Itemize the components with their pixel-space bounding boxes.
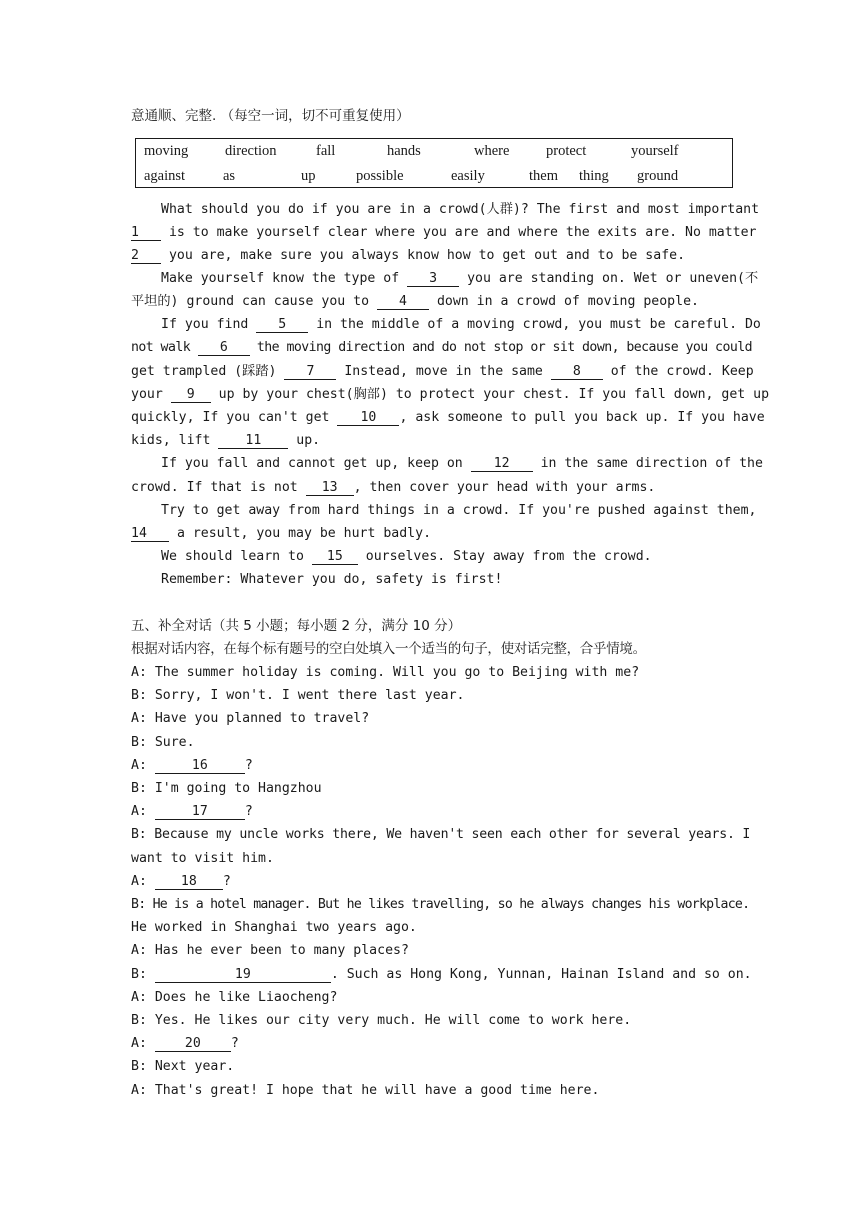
dialogue-text: ? xyxy=(230,1036,239,1051)
passage-text: crowd. If that is not xyxy=(131,480,306,495)
dialogue-line: B: I'm going to Hangzhou xyxy=(131,781,322,796)
dialogue-line: A: Has he ever been to many places? xyxy=(131,943,409,958)
blank-18: 18 xyxy=(155,875,223,890)
dialogue-line: B: Sure. xyxy=(131,735,195,750)
passage-line: Try to get away from hard things in a crowd. If you're pushed against them, xyxy=(161,503,757,518)
dialogue-line: He worked in Shanghai two years ago. xyxy=(131,920,417,935)
word-possible: possible xyxy=(356,168,404,184)
passage-line xyxy=(161,456,763,472)
dialogue-line: A: Have you planned to travel? xyxy=(131,711,370,726)
word-ground: ground xyxy=(637,168,679,184)
blank-15: 15 xyxy=(312,550,358,565)
blank-19: 19 xyxy=(155,968,331,983)
passage-text: a result, you may be hurt badly. xyxy=(169,526,432,541)
word-as: as xyxy=(223,168,236,184)
dialogue-line: want to visit him. xyxy=(131,851,274,866)
word-bank-box xyxy=(135,138,733,188)
word-hands: hands xyxy=(387,143,421,159)
blank-14: 14 xyxy=(131,527,169,542)
passage-text: ourselves. Stay away from the crowd. xyxy=(357,549,652,564)
passage-line xyxy=(131,364,754,380)
blank-10: 10 xyxy=(337,411,399,426)
blank-13: 13 xyxy=(306,481,354,496)
passage-text: you are, make sure you always know how to get out and to be safe. xyxy=(161,248,686,263)
blank-5: 5 xyxy=(256,318,308,333)
passage-text: 平坦的) ground can cause you to xyxy=(131,294,377,309)
dialogue-line xyxy=(131,874,733,890)
passage-line xyxy=(131,248,733,264)
blank-16: 16 xyxy=(155,759,245,774)
blank-7: 7 xyxy=(284,365,336,380)
blank-9: 9 xyxy=(171,388,211,403)
word-them: them xyxy=(529,168,558,184)
speaker-label: B: xyxy=(131,967,155,982)
dialogue-line xyxy=(131,804,733,820)
blank-6: 6 xyxy=(198,341,250,356)
dialogue-line: B: Yes. He likes our city very much. He will come to work here. xyxy=(131,1013,632,1028)
passage-text: kids, lift xyxy=(131,433,219,448)
speaker-label: A: xyxy=(131,758,155,773)
dialogue-line xyxy=(131,758,733,774)
passage-text: in the middle of a moving crowd, you must be careful. Do xyxy=(308,317,761,332)
blank-17: 17 xyxy=(155,805,245,820)
passage-text: up. xyxy=(288,433,321,448)
word-thing: thing xyxy=(579,168,609,184)
passage-line xyxy=(131,410,765,426)
word-easily: easily xyxy=(451,168,485,184)
passage-text: , ask someone to pull you back up. If you have xyxy=(399,410,765,425)
dialogue-line: A: That's great! I hope that he will have a good time here. xyxy=(131,1083,600,1098)
word-moving: moving xyxy=(144,143,189,159)
dialogue-text: ? xyxy=(244,804,253,819)
section-instruction: 根据对话内容，在每个标有题号的空白处填入一个适当的句子，使对话完整，合乎情境。 xyxy=(131,641,646,657)
section-heading: 五、补全对话（共 5 小题；每小题 2 分，满分 10 分） xyxy=(131,618,462,634)
passage-text: up by your chest(胸部) to protect your chest. If you fall down, get up xyxy=(210,387,770,402)
dialogue-line: B: Sorry, I won't. I went there last year. xyxy=(131,688,465,703)
passage-line xyxy=(131,480,733,496)
passage-line xyxy=(161,271,759,287)
passage-text: We should learn to xyxy=(161,549,312,564)
passage-line xyxy=(161,317,761,333)
passage-text: If you fall and cannot get up, keep on xyxy=(161,456,471,471)
passage-line: Remember: Whatever you do, safety is first! xyxy=(161,572,503,587)
passage-text: quickly, If you can't get xyxy=(131,410,338,425)
dialogue-line xyxy=(131,967,752,983)
passage-text: down in a crowd of moving people. xyxy=(429,294,699,309)
passage-text: is to make yourself clear where you are and where the exits are. No matter xyxy=(161,225,757,240)
speaker-label: A: xyxy=(131,804,155,819)
blank-3: 3 xyxy=(407,272,459,287)
dialogue-line: A: The summer holiday is coming. Will you go to Beijing with me? xyxy=(131,665,640,680)
passage-line xyxy=(161,549,733,565)
word-direction: direction xyxy=(225,143,277,159)
instruction-text: 意通顺、完整. （每空一词，切不可重复使用） xyxy=(131,108,410,124)
passage-text: in the same direction of the xyxy=(532,456,763,471)
passage-text: Instead, move in the same xyxy=(336,364,551,379)
dialogue-text: . Such as Hong Kong, Yunnan, Hainan Island and so on. xyxy=(330,967,752,982)
speaker-label: A: xyxy=(131,874,155,889)
passage-text: the moving direction and do not stop or sit down, because you could xyxy=(249,340,753,355)
dialogue-line: B: Because my uncle works there, We haven't seen each other for several years. I xyxy=(131,827,751,842)
blank-11: 11 xyxy=(218,434,288,449)
passage-line xyxy=(131,294,733,310)
word-against: against xyxy=(144,168,186,184)
passage-text: you are standing on. Wet or uneven(不 xyxy=(459,271,759,286)
dialogue-text: ? xyxy=(244,758,253,773)
dialogue-text: ? xyxy=(222,874,231,889)
dialogue-line: B: Next year. xyxy=(131,1059,235,1074)
word-yourself: yourself xyxy=(631,143,679,159)
passage-line xyxy=(131,526,733,542)
dialogue-line: A: Does he like Liaocheng? xyxy=(131,990,338,1005)
speaker-label: A: xyxy=(131,1036,155,1051)
word-up: up xyxy=(301,168,316,184)
word-protect: protect xyxy=(546,143,587,159)
passage-line xyxy=(131,225,757,241)
passage-text: , then cover your head with your arms. xyxy=(353,480,656,495)
passage-text: If you find xyxy=(161,317,257,332)
passage-line: What should you do if you are in a crowd(人群)? The first and most important xyxy=(161,202,760,217)
passage-text: get trampled (踩踏) xyxy=(131,364,285,379)
passage-line xyxy=(131,340,753,356)
passage-text: Make yourself know the type of xyxy=(161,271,408,286)
word-where: where xyxy=(474,143,510,159)
passage-line xyxy=(131,387,770,403)
blank-20: 20 xyxy=(155,1037,231,1052)
dialogue-line xyxy=(131,1036,733,1052)
passage-text: of the crowd. Keep xyxy=(602,364,754,379)
passage-line xyxy=(131,433,733,449)
blank-12: 12 xyxy=(471,457,533,472)
dialogue-line: B: He is a hotel manager. But he likes travelling, so he always changes his workplace. xyxy=(131,897,750,912)
blank-1: 1 xyxy=(131,226,161,241)
passage-text: not walk xyxy=(131,340,198,355)
blank-4: 4 xyxy=(377,295,429,310)
blank-2: 2 xyxy=(131,249,161,264)
blank-8: 8 xyxy=(551,365,603,380)
word-fall: fall xyxy=(316,143,336,159)
passage-text: your xyxy=(131,387,171,402)
